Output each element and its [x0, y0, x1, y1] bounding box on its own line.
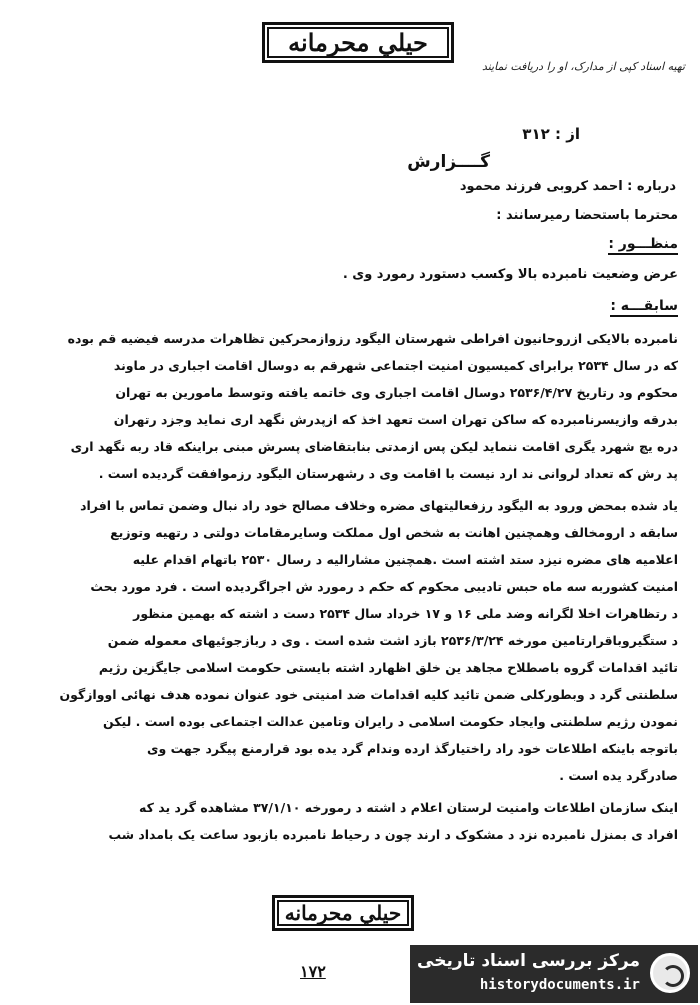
report-subject: درباره : احمد کروبی فرزند محمود	[459, 179, 676, 194]
body-line: د ستگیروباقرارتامین مورخه ۲۵۳۶/۳/۲۴ بازد اشت شده است . وی د ربازجوئیهای معموله ضمن	[107, 633, 678, 648]
body-line: امنیت کشوربه سه ماه حبس تادیبی محکوم که حکم د رمورد ش اجراگردیده است . فرد مورد بحث	[90, 579, 678, 594]
body-line: محکوم ود رتاریخ ۲۵۳۶/۴/۲۷ دوسال اقامت اجباری وی خاتمه یافته وتوسط مامورین به تهران	[115, 385, 678, 400]
body-line: باتوجه باینکه اطلاعات خود راد راختیارگذ ارده وندام گرد یده بود قرارمنع پیگرد جهت وی	[147, 741, 678, 756]
watermark-title: مرکز بررسی اسناد تاریخی	[417, 951, 640, 971]
report-salutation: محترما باستحضا رمیرسانند :	[496, 208, 678, 223]
body-line: که در سال ۲۵۳۴ برابرای کمیسیون امنیت اجتماعی شهرقم به دوسال اقامت اجباری در ماوند	[113, 358, 678, 373]
body-line: اعلامیه های مضره نیزد ستد اشته است .همچنین مشارالیه د رسال ۲۵۳۰ باتهام اقدام علیه	[132, 552, 678, 567]
report-from: از : ۳۱۲	[522, 125, 580, 143]
body-line: د رتظاهرات اخلا لگرانه وضد ملی ۱۶ و ۱۷ خرداد سال ۲۵۳۴ دست د اشته که بهمین منظور	[133, 606, 678, 621]
body-line: تائید اقدامات گروه باصطلاح مجاهد ین خلق اظهارد اشته بایستی حکومت اسلامی جایگزین رژیم	[98, 660, 678, 675]
archive-logo-icon	[650, 953, 690, 993]
purpose-heading: منظـــور :	[608, 236, 678, 255]
body-line: سابقه د ارومخالف وهمچنین اهانت به شخص اول مملکت وسایرمقامات دولتی د رتهیه وتوزیع	[110, 525, 678, 540]
body-line: نمودن رژیم سلطنتی وایجاد حکومت اسلامی د رایران وتامین عدالت اجتماعی بوده است . لیکن	[102, 714, 678, 729]
report-title: گــــزارش	[407, 152, 490, 172]
body-line: سلطنتی گرد د وبطورکلی ضمن تائید کلیه اقدامات ضد امنیتی خود عنوان نموده هدف نهائی اووازگون	[59, 687, 678, 702]
background-heading: سابقـــه :	[610, 298, 678, 317]
body-line: نامبرده بالایکی ازروحانیون افراطی شهرستان الیگود رزوازمحرکین تظاهرات مدرسه فیضیه قم بوده	[67, 331, 678, 346]
page-number: ۱۷۲	[300, 962, 326, 981]
body-line: پد رش که تعداد لروانی ند ارد نیست با اقامت وی د رشهرستان الیگود رزموافقت گردیده است .	[98, 466, 678, 481]
archive-watermark	[410, 945, 698, 1003]
purpose-text: عرض وضعیت نامبرده بالا وکسب دستورد رمورد وی .	[342, 267, 678, 282]
body-line: اینک سازمان اطلاعات وامنیت لرستان اعلام د اشته د رمورخه ۳۷/۱/۱۰ مشاهده گرد ید که	[139, 800, 678, 815]
classification-stamp-bottom: حيلي محرمانه	[272, 895, 414, 931]
body-line: افراد ی بمنزل نامبرده نزد د مشکوک د ارند چون د رحیاط نامبرده بازبود ساعت یک بامداد شب	[108, 827, 678, 842]
watermark-url: historydocuments.ir	[479, 977, 640, 993]
body-line: یاد شده بمحض ورود به الیگود رزفعالیتهای مضره وخلاف مصالح خود راد نبال وضمن تماس با افراد	[80, 498, 678, 513]
handwritten-note: تهيه اسناد کپی از مدارک، او را دریافت نمایند	[481, 60, 685, 73]
body-line: بدرقه وازیسرنامبرده که ساکن تهران است تعهد اخذ که ازپدرش نگهد اری نماید وجزد رتهران	[113, 412, 678, 427]
body-line: صادرگرد یده است .	[559, 768, 678, 783]
body-line: دره یچ شهرد یگری اقامت ننماید لیکن پس ازمدتی بنابتقاضای پسرش مبنی براینکه قاد ربه نگهد اری	[70, 439, 678, 454]
classification-stamp-top: حيلي محرمانه	[262, 22, 454, 63]
